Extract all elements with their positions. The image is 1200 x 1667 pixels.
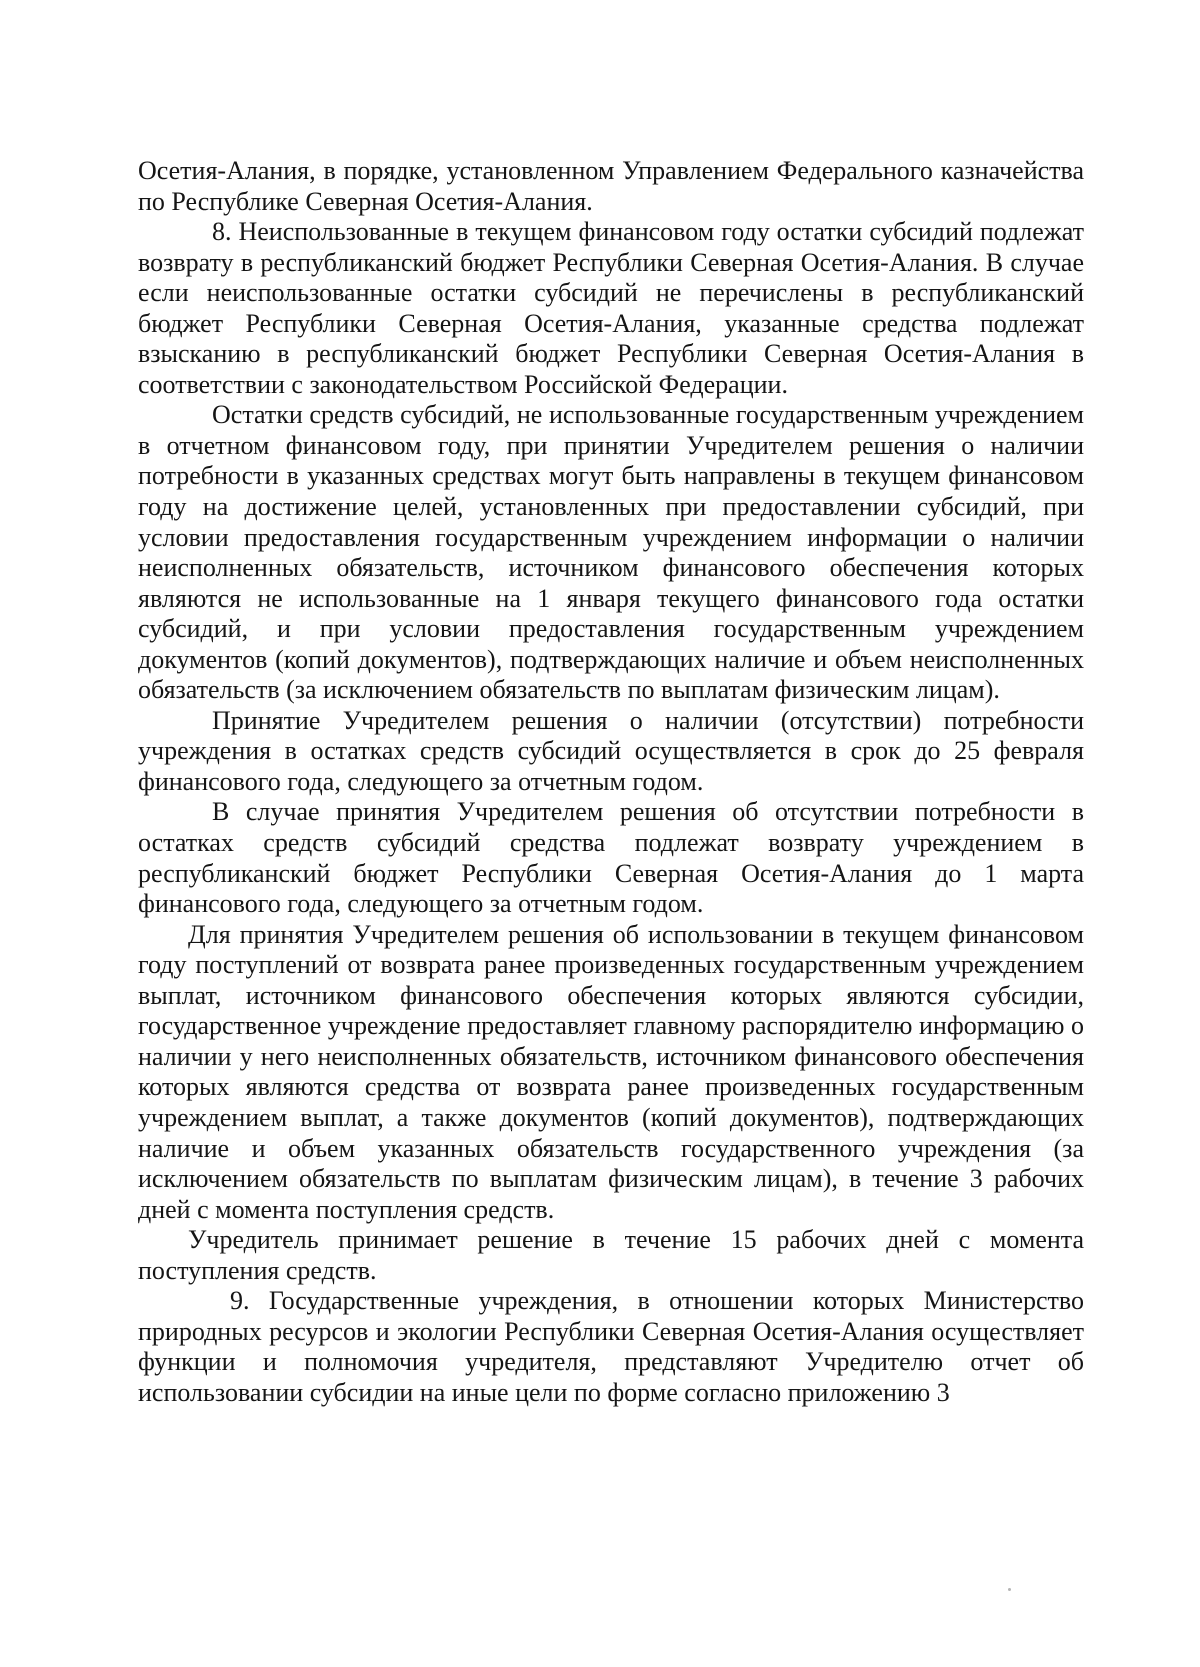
paragraph-item-9: 9. Государственные учреждения, в отношении которых Министерство природных ресурсов и экологии Республики Северная Осетия-Алания осуществляет функции и полномочия учредителя, представляют Учредителю отчет об использовании субсидии на иные цели по форме согласно приложению 3 — [138, 1286, 1084, 1407]
document-body — [138, 156, 1084, 1408]
paragraph-decision-deadline: Принятие Учредителем решения о наличии (отсутствии) потребности учреждения в остатках средств субсидий осуществляется в срок до 25 февраля финансового года, следующего за отчетным годом. — [138, 705, 1084, 796]
paragraph-receipts-use: Для принятия Учредителем решения об использовании в текущем финансовом году поступлений от возврата ранее произведенных государственным учреждением выплат, источником финансового обеспечения которых являются субсидии, государственное учреждение предоставляет главному распорядителю информацию о наличии у него неисполненных обязательств, источником финансового обеспечения которых являются средства от возврата ранее произведенных государственным учреждением выплат, а также документов (копий документов), подтверждающих наличие и объем указанных обязательств государственного учреждения (за исключением обязательств по выплатам физическим лицам), в течение 3 рабочих дней с момента поступления средств. — [138, 919, 1084, 1224]
paragraph-continuation: Осетия-Алания, в порядке, установленном Управлением Федерального казначейства по Республике Северная Осетия-Алания. — [138, 156, 1084, 216]
scan-speck — [1008, 1588, 1011, 1591]
paragraph-return-funds: В случае принятия Учредителем решения об отсутствии потребности в остатках средств субсидий средства подлежат возврату учреждением в республиканский бюджет Республики Северная Осетия-Алания до 1 марта финансового года, следующего за отчетным годом. — [138, 797, 1084, 919]
paragraph-item-8: 8. Неиспользованные в текущем финансовом году остатки субсидий подлежат возврату в республиканский бюджет Республики Северная Осетия-Алания. В случае если неиспользованные остатки субсидий не перечислены в республиканский бюджет Республики Северная Осетия-Алания, указанные средства подлежат взысканию в республиканский бюджет Республики Северная Осетия-Алания в соответствии с законодательством Российской Федерации. — [138, 217, 1084, 399]
paragraph-founder-decision: Учредитель принимает решение в течение 15 рабочих дней с момента поступления средств. — [138, 1225, 1084, 1285]
paragraph-subsidy-remainders: Остатки средств субсидий, не использованные государственным учреждением в отчетном финансовом году, при принятии Учредителем решения о наличии потребности в указанных средствах могут быть направлены в текущем финансовом году на достижение целей, установленных при предоставлении субсидий, при условии предоставления государственным учреждением информации о наличии неисполненных обязательств, источником финансового обеспечения которых являются не использованные на 1 января текущего финансового года остатки субсидий, и при условии предоставления государственным учреждением документов (копий документов), подтверждающих наличие и объем неисполненных обязательств (за исключением обязательств по выплатам физическим лицам). — [138, 400, 1084, 705]
